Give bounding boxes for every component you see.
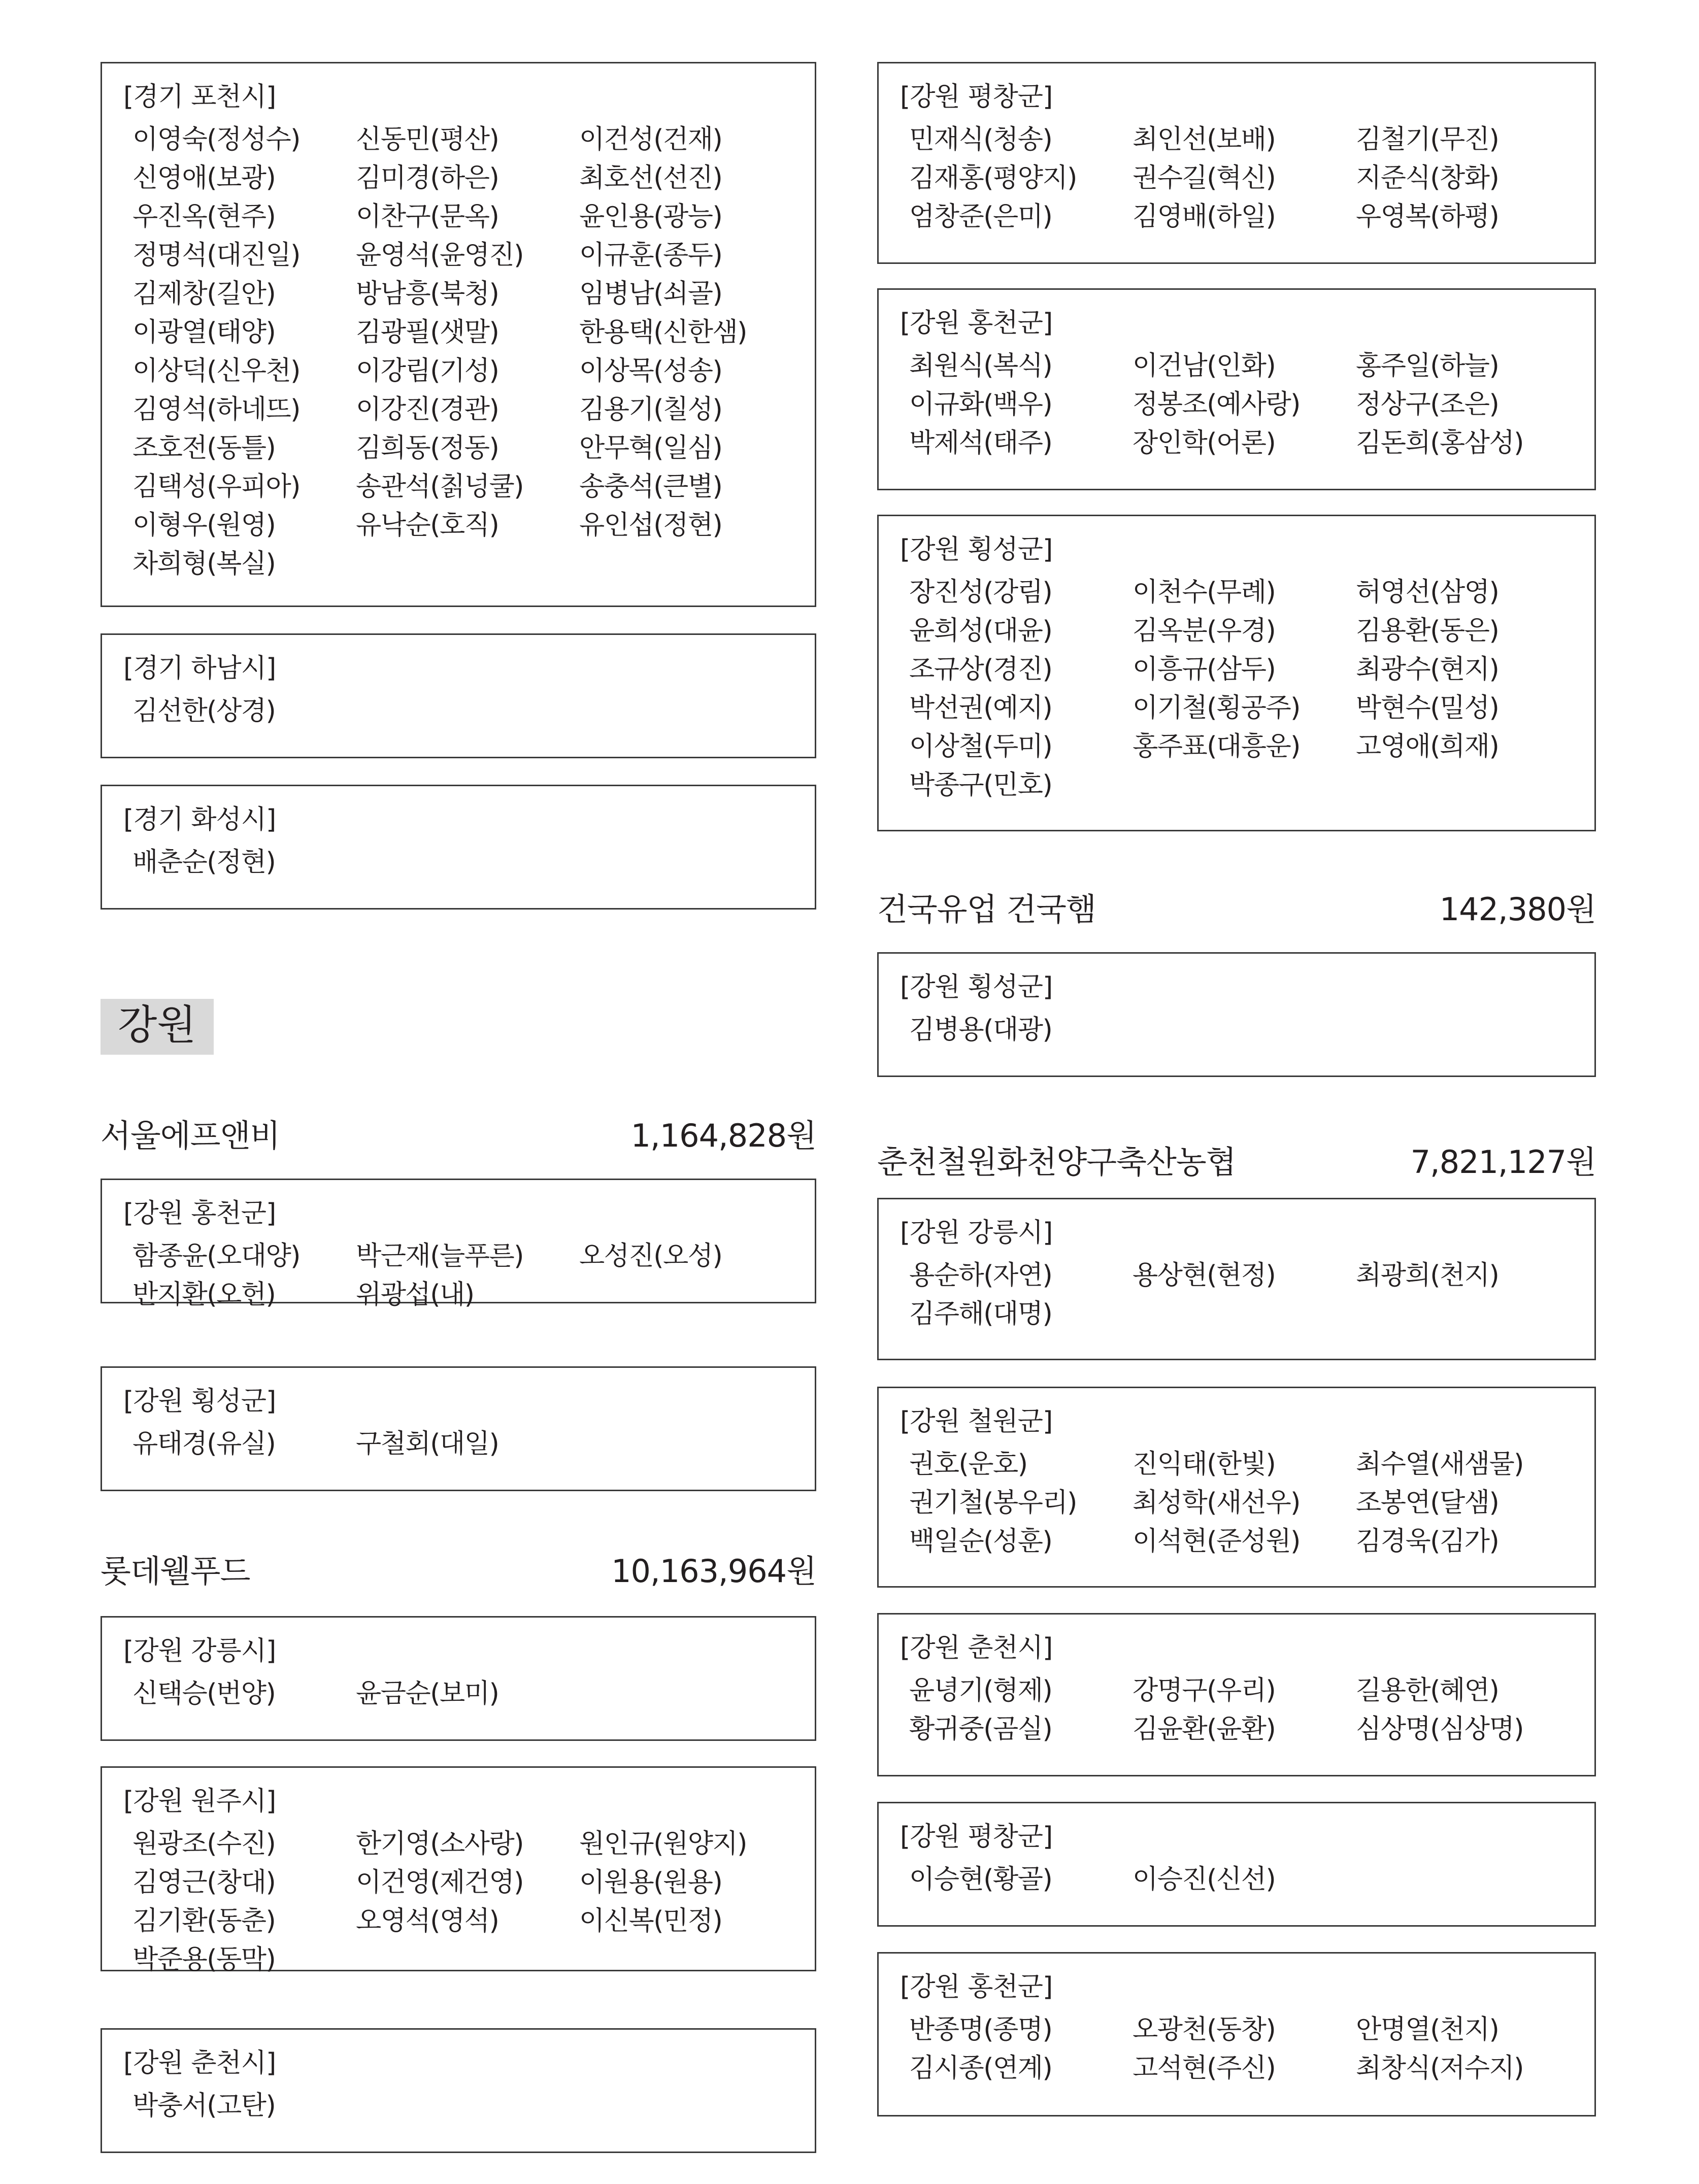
member-name: 우진옥(현주) — [132, 201, 276, 232]
member-name: 김주해(대명) — [909, 1299, 1052, 1329]
member-name: 방남흥(북청) — [356, 279, 499, 309]
member-name: 최창식(저수지) — [1356, 2053, 1523, 2084]
member-name: 이원용(원용) — [579, 1867, 722, 1898]
member-name: 원광조(수진) — [132, 1829, 276, 1859]
region-label: [경기 포천시] — [123, 82, 276, 112]
member-name: 지준식(창화) — [1356, 163, 1499, 193]
member-name: 정명석(대진일) — [132, 240, 300, 271]
member-name: 조규상(경진) — [909, 654, 1052, 685]
member-name: 반지환(오헌) — [132, 1280, 276, 1310]
member-name: 최성학(새선우) — [1132, 1488, 1300, 1518]
region-label: [강원 횡성군] — [900, 534, 1053, 565]
member-name: 박근재(늘푸른) — [356, 1241, 523, 1271]
region-label: [강원 횡성군] — [123, 1386, 276, 1417]
member-name: 김돈희(홍삼성) — [1356, 428, 1523, 458]
member-name: 김용기(칠성) — [579, 394, 722, 425]
name-grid — [909, 1860, 1594, 1899]
region-box-lotte-wonju — [101, 1766, 816, 1975]
member-name: 최광수(현지) — [1356, 654, 1499, 685]
member-name: 김병용(대광) — [909, 1015, 1052, 1045]
member-name: 오광천(동창) — [1132, 2014, 1276, 2045]
company-name: 건국유업 건국햄 — [877, 891, 1096, 928]
region-label: [강원 강릉시] — [900, 1218, 1053, 1248]
member-name: 조봉연(달샘) — [1356, 1488, 1499, 1518]
member-name: 정봉조(예사랑) — [1132, 389, 1300, 420]
region-box-pyeongchang — [877, 62, 1596, 264]
member-name: 조호전(동틀) — [132, 433, 276, 463]
member-name: 최수열(새샘물) — [1356, 1449, 1523, 1480]
member-name: 오성진(오성) — [579, 1241, 722, 1271]
member-name: 권호(운호) — [909, 1449, 1027, 1480]
region-label: [강원 춘천시] — [900, 1633, 1053, 1663]
region-box-seoul-hongcheon — [101, 1179, 816, 1310]
region-box-lotte-chuncheon — [101, 2028, 816, 2153]
member-name: 김광필(샛말) — [356, 317, 499, 348]
name-grid — [909, 347, 1594, 462]
name-grid — [132, 1825, 815, 1979]
company-header-chuncheon-coop — [877, 1137, 1596, 1182]
member-name: 권기철(봉우리) — [909, 1488, 1077, 1518]
member-name: 김철기(무진) — [1356, 124, 1499, 155]
member-name: 황귀중(곰실) — [909, 1714, 1052, 1744]
member-name: 김미경(하은) — [356, 163, 499, 193]
company-name: 롯데웰푸드 — [101, 1553, 250, 1590]
name-grid — [132, 843, 815, 882]
member-name: 우영복(하평) — [1356, 201, 1499, 232]
member-name: 박충서(고탄) — [132, 2091, 276, 2121]
region-label: [강원 홍천군] — [900, 308, 1053, 339]
company-name: 춘천철원화천양구축산농협 — [877, 1144, 1236, 1181]
member-name: 허영선(삼영) — [1356, 577, 1499, 608]
member-name: 이승현(황골) — [909, 1864, 1052, 1895]
member-name: 최원식(복식) — [909, 351, 1052, 381]
member-name: 이찬구(문옥) — [356, 201, 499, 232]
company-amount: 142,380원 — [1439, 891, 1596, 928]
region-label: [경기 하남시] — [123, 653, 276, 684]
member-name: 이건남(인화) — [1132, 351, 1276, 381]
member-name: 이흥규(삼두) — [1132, 654, 1276, 685]
member-name: 백일순(성훈) — [909, 1526, 1052, 1557]
member-name: 이규화(백우) — [909, 389, 1052, 420]
member-name: 유인섭(정현) — [579, 510, 722, 541]
name-grid — [132, 1674, 815, 1713]
member-name: 윤녕기(형제) — [909, 1675, 1052, 1706]
region-box-seoul-hoengseong — [101, 1366, 816, 1491]
member-name: 이건영(제건영) — [356, 1867, 523, 1898]
member-name: 유태경(유실) — [132, 1429, 276, 1459]
member-name: 오영석(영석) — [356, 1906, 499, 1936]
region-box-hoengseong — [877, 515, 1596, 831]
company-header-geonguk — [877, 884, 1596, 929]
member-name: 구철회(대일) — [356, 1429, 499, 1459]
member-name: 이강진(경관) — [356, 394, 499, 425]
company-header-seoul-fnb — [101, 1111, 816, 1156]
member-name: 이강림(기성) — [356, 356, 499, 386]
member-name: 이신복(민정) — [579, 1906, 722, 1936]
region-box-cc-hongcheon — [877, 1952, 1596, 2116]
member-name: 김옥분(우경) — [1132, 616, 1276, 646]
member-name: 이천수(무례) — [1132, 577, 1276, 608]
member-name: 심상명(심상명) — [1356, 1714, 1523, 1744]
member-name: 용순하(자연) — [909, 1260, 1052, 1291]
member-name: 이광열(태양) — [132, 317, 276, 348]
member-name: 윤인용(광능) — [579, 201, 722, 232]
company-amount: 1,164,828원 — [630, 1117, 816, 1154]
member-name: 한용택(신한샘) — [579, 317, 747, 348]
region-box-cc-cheorwon — [877, 1387, 1596, 1588]
name-grid — [909, 1011, 1594, 1049]
member-name: 김영석(하네뜨) — [132, 394, 300, 425]
name-grid — [132, 2087, 815, 2125]
member-name: 안명열(천지) — [1356, 2014, 1499, 2045]
company-amount: 7,821,127원 — [1410, 1144, 1596, 1181]
member-name: 박종구(민호) — [909, 770, 1052, 800]
member-name: 김재홍(평양지) — [909, 163, 1077, 193]
member-name: 이상덕(신우천) — [132, 356, 300, 386]
region-label: [경기 화성시] — [123, 804, 276, 835]
member-name: 차희형(복실) — [132, 549, 276, 579]
member-name: 윤영석(윤영진) — [356, 240, 523, 271]
member-name: 고영애(희재) — [1356, 731, 1499, 762]
member-name: 진익태(한빛) — [1132, 1449, 1276, 1480]
member-name: 김시종(연계) — [909, 2053, 1052, 2084]
member-name: 홍주표(대흥운) — [1132, 731, 1300, 762]
region-box-hongcheon — [877, 288, 1596, 490]
name-grid — [909, 120, 1594, 236]
company-name: 서울에프앤비 — [101, 1117, 280, 1154]
member-name: 용상현(현정) — [1132, 1260, 1276, 1291]
name-grid — [909, 2010, 1594, 2088]
member-name: 이승진(신선) — [1132, 1864, 1276, 1895]
name-grid — [132, 120, 815, 583]
member-name: 이상목(성송) — [579, 356, 722, 386]
name-grid — [909, 1671, 1594, 1749]
member-name: 민재식(청송) — [909, 124, 1052, 155]
region-label: [강원 평창군] — [900, 82, 1053, 112]
region-box-geonguk-hoengseong — [877, 952, 1596, 1077]
company-header-lotte — [101, 1546, 816, 1591]
member-name: 엄창준(은미) — [909, 201, 1052, 232]
region-label: [강원 철원군] — [900, 1406, 1053, 1437]
name-grid — [132, 1237, 815, 1314]
region-label: [강원 횡성군] — [900, 972, 1053, 1002]
member-name: 김영배(하일) — [1132, 201, 1276, 232]
member-name: 김윤환(윤환) — [1132, 1714, 1276, 1744]
member-name: 권수길(혁신) — [1132, 163, 1276, 193]
member-name: 김택성(우피아) — [132, 472, 300, 502]
region-label: [강원 홍천군] — [900, 1972, 1053, 2002]
member-name: 길용한(혜연) — [1356, 1675, 1499, 1706]
region-box-gyeonggi-hanam — [101, 633, 816, 758]
member-name: 김영근(창대) — [132, 1867, 276, 1898]
member-name: 정상구(조은) — [1356, 389, 1499, 420]
member-name: 홍주일(하늘) — [1356, 351, 1499, 381]
member-name: 장진성(강림) — [909, 577, 1052, 608]
name-grid — [909, 1445, 1594, 1561]
member-name: 배춘순(정현) — [132, 847, 276, 878]
name-grid — [132, 1425, 815, 1463]
member-name: 최인선(보배) — [1132, 124, 1276, 155]
member-name: 임병남(쇠골) — [579, 279, 722, 309]
member-name: 신택승(번양) — [132, 1678, 276, 1709]
province-heading: 강원 — [101, 999, 214, 1055]
member-name: 송관석(칡넝쿨) — [356, 472, 523, 502]
member-name: 박선권(예지) — [909, 693, 1052, 723]
member-name: 신동민(평산) — [356, 124, 499, 155]
member-name: 고석현(주신) — [1132, 2053, 1276, 2084]
member-name: 윤금순(보미) — [356, 1678, 499, 1709]
member-name: 김용환(동은) — [1356, 616, 1499, 646]
region-label: [강원 춘천시] — [123, 2048, 276, 2078]
member-name: 김기환(동춘) — [132, 1906, 276, 1936]
member-name: 박준용(동막) — [132, 1944, 276, 1975]
region-box-lotte-gangneung — [101, 1616, 816, 1741]
member-name: 박현수(밀성) — [1356, 693, 1499, 723]
member-name: 강명구(우리) — [1132, 1675, 1276, 1706]
member-name: 이형우(원영) — [132, 510, 276, 541]
region-box-cc-gangneung — [877, 1198, 1596, 1360]
member-name: 이영숙(정성수) — [132, 124, 300, 155]
region-label: [강원 원주시] — [123, 1786, 276, 1817]
region-label: [강원 홍천군] — [123, 1198, 276, 1229]
member-name: 한기영(소사랑) — [356, 1829, 523, 1859]
region-box-gyeonggi-hwaseong — [101, 785, 816, 910]
name-grid — [132, 692, 815, 730]
member-name: 원인규(원양지) — [579, 1829, 747, 1859]
member-name: 함종윤(오대양) — [132, 1241, 300, 1271]
name-grid — [909, 573, 1594, 804]
member-name: 최호선(선진) — [579, 163, 722, 193]
member-name: 위광섭(내) — [356, 1280, 474, 1310]
member-name: 이기철(횡공주) — [1132, 693, 1300, 723]
member-name: 김선한(상경) — [132, 696, 276, 726]
member-name: 이건성(건재) — [579, 124, 722, 155]
name-grid — [909, 1256, 1594, 1333]
region-box-cc-chuncheon — [877, 1613, 1596, 1776]
member-name: 박제석(태주) — [909, 428, 1052, 458]
member-name: 신영애(보광) — [132, 163, 276, 193]
member-name: 이석현(준성원) — [1132, 1526, 1300, 1557]
region-box-cc-pyeongchang — [877, 1802, 1596, 1927]
member-name: 최광희(천지) — [1356, 1260, 1499, 1291]
region-box-gyeonggi-pocheon — [101, 62, 816, 607]
member-name: 윤희성(대윤) — [909, 616, 1052, 646]
company-amount: 10,163,964원 — [611, 1553, 816, 1590]
member-name: 김희동(정동) — [356, 433, 499, 463]
member-name: 안무혁(일심) — [579, 433, 722, 463]
member-name: 이규훈(종두) — [579, 240, 722, 271]
member-name: 반종명(종명) — [909, 2014, 1052, 2045]
member-name: 유낙순(호직) — [356, 510, 499, 541]
member-name: 이상철(두미) — [909, 731, 1052, 762]
region-label: [강원 평창군] — [900, 1822, 1053, 1852]
region-label: [강원 강릉시] — [123, 1636, 276, 1666]
member-name: 장인학(어론) — [1132, 428, 1276, 458]
member-name: 송충석(큰별) — [579, 472, 722, 502]
member-name: 김제창(길안) — [132, 279, 276, 309]
member-name: 김경욱(김가) — [1356, 1526, 1499, 1557]
